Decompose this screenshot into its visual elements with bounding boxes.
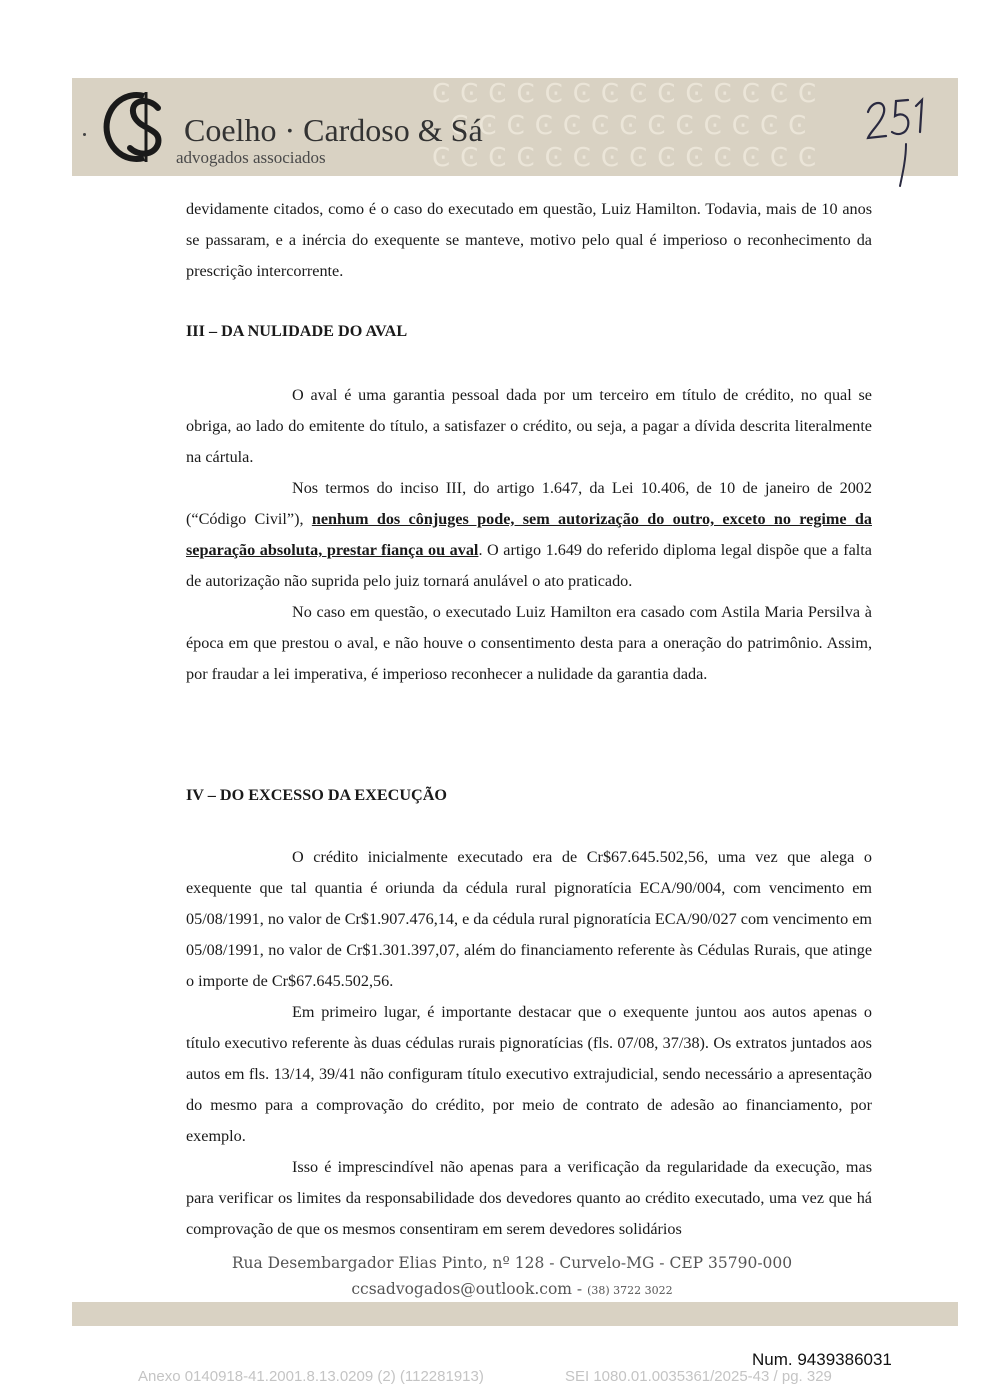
section-iv-body (186, 842, 872, 1245)
paragraph-text: devidamente citados, como é o caso do executado em questão, Luiz Hamilton. Todavia, mais de 10 anos se passaram, e a inércia do exequente se manteve, motivo pelo qual é imperioso o reconhecimento da prescrição intercorrente. (186, 200, 872, 280)
paragraph-imprescindivel: Isso é imprescindível não apenas para a verificação da regularidade da execução, mas para verificar os limites da responsabilidade dos devedores quanto ao crédito executado, uma vez que há comprovação de que os mesmos consentiram em serem devedores solidários (186, 1158, 872, 1238)
letterhead-band (72, 78, 958, 176)
footer-address: Rua Desembargador Elias Pinto, nº 128 - Curvelo-MG - CEP 35790-000 (231, 1254, 793, 1272)
paragraph-credito: O crédito inicialmente executado era de Cr$67.645.502,56, uma vez que alega o exequente que tal quantia é oriunda da cédula rural pignoratícia ECA/90/004, com vencimento em 05/08/1991, no valor de Cr$1.907.476,14, e da cédula rural pignoratícia ECA/90/027 com vencimento em 05/08/1991, no valor de Cr$1.301.397,07, além do financiamento referente às Cédulas Rurais, que atinge o importe de Cr$67.645.502,56. (186, 848, 873, 990)
footer-contact (0, 1280, 997, 1298)
paragraph-aval: O aval é uma garantia pessoal dada por um terceiro em título de crédito, no qual se obriga, ao lado do emitente do título, a satisfazer o crédito, ou seja, a pagar a dívida descrita literalmente na cártula. (186, 386, 872, 466)
margin-dot (83, 133, 86, 136)
paragraph-codigo-civil (186, 473, 872, 597)
paragraph-primeiro-lugar: Em primeiro lugar, é importante destacar que o exequente juntou aos autos apenas o título executivo referente às duas cédulas rurais pignoratícias (fls. 07/08, 37/38). Os extratos juntados aos autos em fls. 13/14, 39/41 não configuram título executivo extrajudicial, sendo necessário a apresentação do mesmo para a comprovação do crédito, por meio de contrato de adesão ao financiamento, por exemplo. (186, 1003, 872, 1145)
footer-phone: (38) 3722 3022 (587, 1284, 673, 1297)
section-heading-iv: IV – DO EXCESSO DA EXECUÇÃO (186, 786, 447, 804)
firm-name: Coelho · Cardoso & Sá (184, 112, 483, 148)
cs-logo-icon (100, 86, 170, 166)
paragraph-prescricao (186, 194, 872, 287)
annex-watermark: Anexo 0140918-41.2001.8.13.0209 (2) (112281913) (138, 1368, 484, 1385)
section-iii-body (186, 380, 872, 690)
emphasized-text: nenhum dos cônjuges pode, sem autorização do outro, exceto no regime da separação absoluta, prestar fiança ou aval (186, 510, 872, 559)
footer-band (72, 1302, 958, 1326)
section-heading-iii: III – DA NULIDADE DO AVAL (186, 322, 408, 340)
text-run: . O artigo 1.649 do referido diploma legal dispõe que a falta de autorização não suprida pelo juiz tornará anulável o ato praticado. (186, 541, 872, 590)
letterhead-pattern: ϾϾϾϾϾϾϾϾϾϾϾϾϾϾ ϾϾϾϾϾϾϾϾϾϾϾϾϾ ϾϾϾϾϾϾϾϾϾϾϾϾϾϾ (432, 79, 827, 173)
text-run: Nos termos do inciso III, do artigo 1.647, da Lei 10.406, de 10 de janeiro de 2002 (“Código Civil”), (186, 479, 872, 528)
sei-watermark: SEI 1080.01.0035361/2025-43 / pg. 329 (565, 1368, 832, 1385)
footer-email: ccsadvogados@outlook.com - (351, 1280, 588, 1298)
handwritten-page-number (862, 92, 942, 188)
document-number: Num. 9439386031 (752, 1350, 892, 1369)
firm-subtitle: advogados associados (176, 148, 326, 167)
paragraph-caso: No caso em questão, o executado Luiz Hamilton era casado com Astila Maria Persilva à época em que prestou o aval, e não houve o consentimento desta para a oneração do patrimônio. Assim, por fraudar a lei imperativa, é imperioso reconhecer a nulidade da garantia dada. (186, 603, 872, 683)
